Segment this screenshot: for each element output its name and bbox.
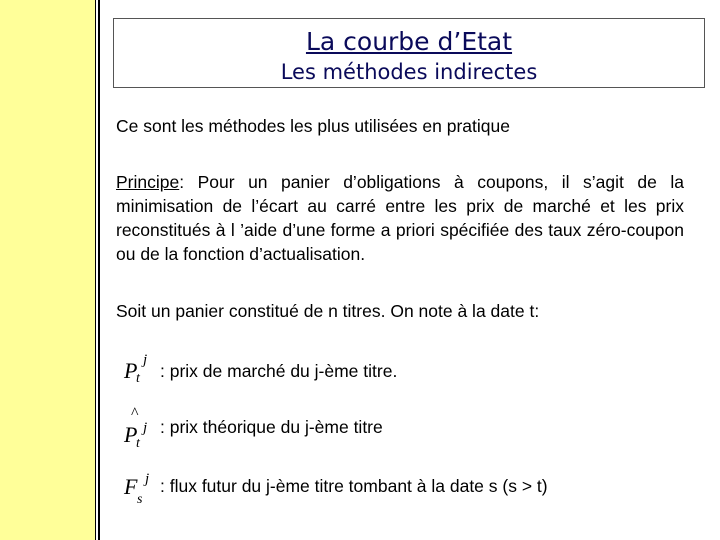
left-divider-line-thick [98, 0, 100, 540]
left-divider-line [95, 0, 96, 540]
principle-text: : Pour un panier d’obligations à coupons, il s’agit de la minimisation de l’écart au carré entre les prix de marché et les prix reconstitués à l ’aide d’une forme a priori spécifiée des taux zéro-coupon ou de la fonction d’actualisation. [116, 172, 684, 264]
symbol-base: F [124, 474, 138, 499]
future-flow-definition: : flux futur du j-ème titre tombant à la date s (s > t) [160, 476, 548, 496]
intro-text: Ce sont les méthodes les plus utilisées en pratique [116, 116, 510, 136]
theoretical-price-symbol [122, 405, 162, 453]
symbol-base: P [124, 422, 138, 447]
symbol-subscript: s [137, 492, 143, 507]
title-box [113, 18, 705, 88]
slide-title: La courbe d’Etat [305, 27, 513, 56]
symbol-subscript: t [136, 371, 140, 386]
slide-subtitle: Les méthodes indirectes [280, 60, 538, 84]
symbol-subscript: t [136, 436, 140, 451]
principle-label: Principe [116, 172, 180, 192]
future-flow-symbol [122, 468, 162, 508]
theoretical-price-definition: : prix théorique du j-ème titre [160, 417, 383, 437]
symbol-hat: ^ [131, 405, 139, 422]
symbol-base: P [124, 358, 138, 383]
basket-text: Soit un panier constitué de n titres. On note à la date t: [116, 301, 540, 321]
symbol-superscript: j [143, 420, 148, 436]
market-price-definition: : prix de marché du j-ème titre. [160, 361, 398, 381]
left-decorative-band [0, 0, 95, 540]
principle-paragraph [116, 170, 684, 266]
symbol-superscript: j [145, 471, 150, 487]
symbol-superscript: j [143, 352, 148, 368]
market-price-symbol [122, 352, 162, 392]
